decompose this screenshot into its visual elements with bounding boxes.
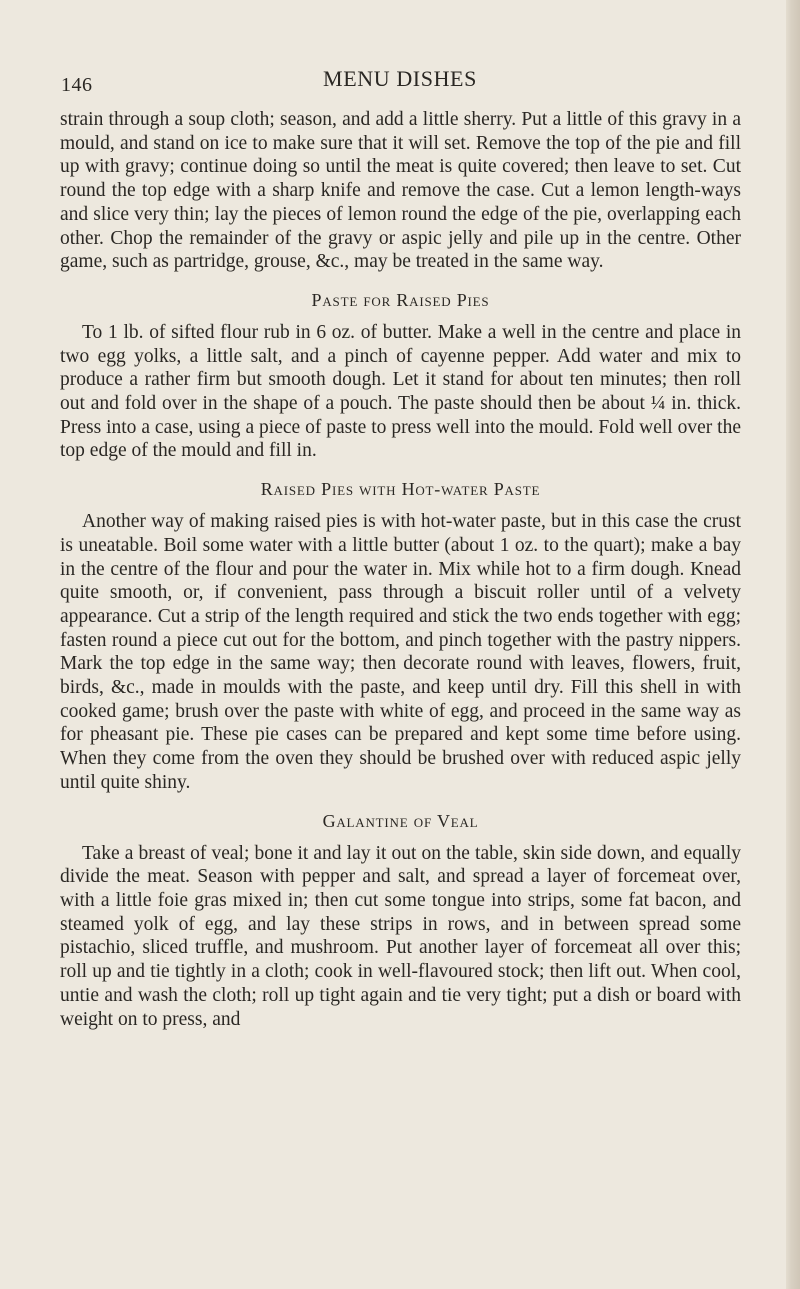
heading-raised-pies-hot-water-paste: Raised Pies with Hot-water Paste [260, 479, 541, 500]
paragraph-raised-pies-hot-water-paste: Another way of making raised pies is with hot-water paste, but in this case the crust is uneatable. Boil some water with a little butter (about 1 oz. to the quart); make a bay in the centre of the flour and pour the water in. Mix while hot to a firm dough. Knead quite smooth, or, if convenient, pass through a biscuit roller until of a velvety appearance. Cut a strip of the length required and stick the two ends together with egg; fasten round a piece cut out for the bottom, and pinch together with the pastry nippers. Mark the top edge in the same way; then decorate round with leaves, flowers, fruit, birds, &c., made in moulds with the paste, and keep until dry. Fill this shell in with cooked game; brush over the paste with white of egg, and proceed in the same way as for pheasant pie. These pie cases can be prepared and kept some time before using. When they come from the oven they should be brushed over with reduced aspic jelly until quite shiny. [60, 511, 741, 793]
heading-paste-for-raised-pies: Paste for Raised Pies [311, 289, 490, 310]
running-head [0, 66, 800, 96]
page-title: MENU DISHES [323, 66, 477, 91]
page-body [60, 108, 741, 1031]
page-number: 146 [61, 74, 93, 96]
paragraph-continuation: strain through a soup cloth; season, and add a little sherry. Put a little of this gravy in a mould, and stand on ice to make sure that it will set. Remove the top of the pie and fill up with gravy; continue doing so until the meat is quite covered; then leave to set. Cut round the top edge with a sharp knife and remove the case. Cut a lemon length-ways and slice very thin; lay the pieces of lemon round the edge of the pie, overlapping each other. Chop the remainder of the gravy or aspic jelly and pile up in the centre. Other game, such as partridge, grouse, &c., may be treated in the same way. [60, 109, 741, 273]
heading-galantine-of-veal: Galantine of Veal [322, 810, 479, 831]
paragraph-paste-for-raised-pies: To 1 lb. of sifted flour rub in 6 oz. of butter. Make a well in the centre and place in two egg yolks, a little salt, and a pinch of cayenne pepper. Add water and mix to produce a rather firm but smooth dough. Let it stand for about ten minutes; then roll out and fold over in the shape of a pouch. The paste should then be about ¼ in. thick. Press into a case, using a piece of paste to press well into the mould. Fold well over the top edge of the mould and fill in. [60, 321, 741, 462]
paragraph-galantine-of-veal: Take a breast of veal; bone it and lay it out on the table, skin side down, and equally divide the meat. Season with pepper and salt, and spread a layer of forcemeat over, with a little foie gras mixed in; then cut some tongue into strips, some fat bacon, and steamed yolk of egg, and lay these strips in rows, and in between spread some pistachio, sliced truffle, and mushroom. Put another layer of forcemeat all over this; roll up and tie tightly in a cloth; cook in well-flavoured stock; then lift out. When cool, untie and wash the cloth; roll up tight again and tie very tight; put a dish or board with weight on to press, and [60, 842, 741, 1030]
page-edge [786, 0, 800, 1289]
